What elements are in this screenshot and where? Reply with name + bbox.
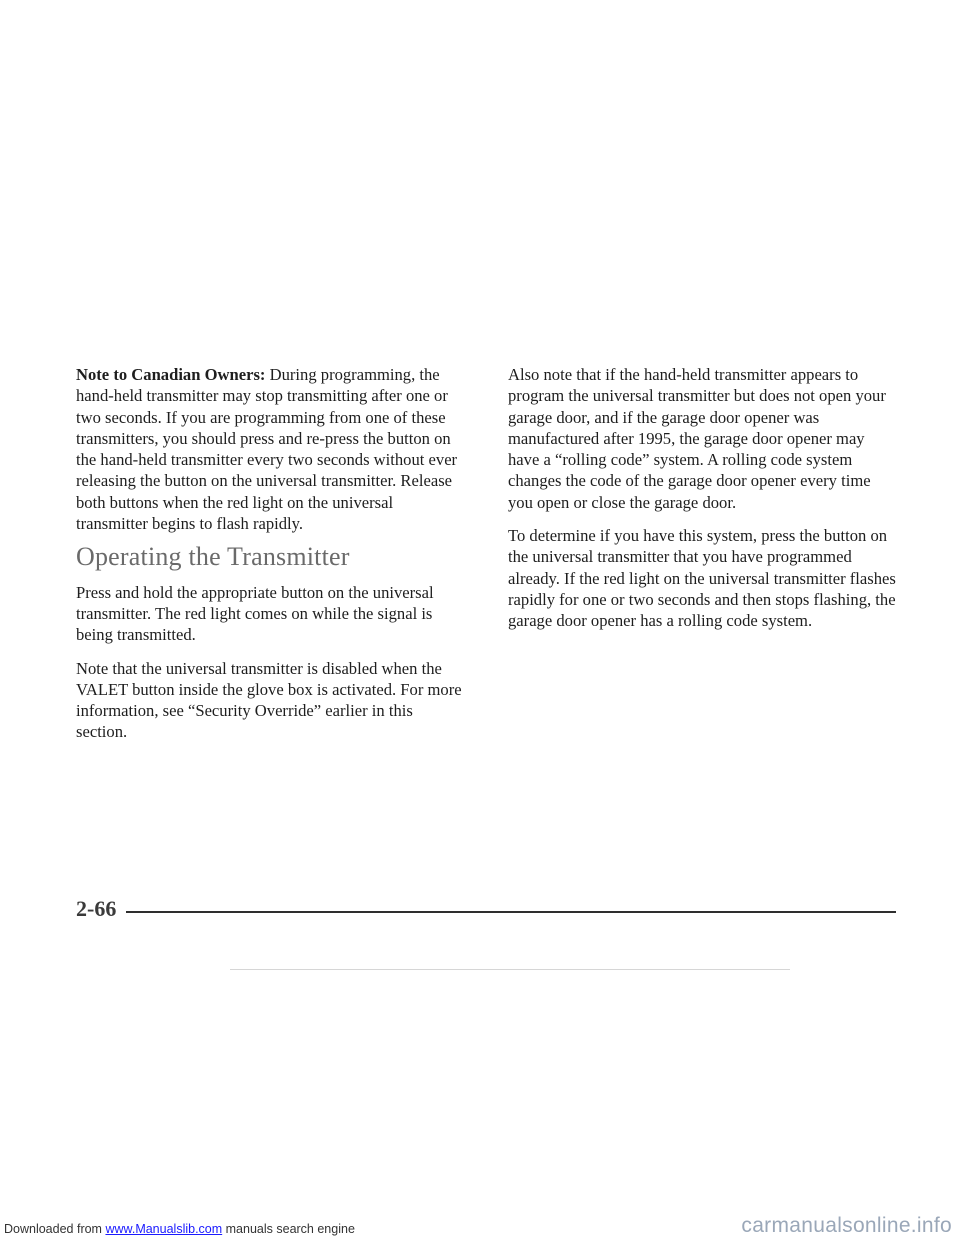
download-suffix: manuals search engine xyxy=(222,1222,355,1236)
left-column xyxy=(76,364,468,755)
operating-paragraph-2: Note that the universal transmitter is disabled when the VALET button inside the glove box is activated. For more information, see “Security Override” earlier in this section. xyxy=(76,658,462,742)
note-lead: Note to Canadian Owners: xyxy=(76,365,266,384)
rolling-code-paragraph-2: To determine if you have this system, press the button on the universal transmitter that you have programmed already. If the red light on the universal transmitter flashes rapidly for one or two seconds and then stops flashing, the garage door opener has a rolling code system. xyxy=(508,526,896,631)
download-attribution xyxy=(4,1222,355,1236)
rolling-code-paragraph-1: Also note that if the hand-held transmitter appears to program the universal transmitter but does not open your garage door, and if the garage door opener was manufactured after 1995, the garage door opener may have a “rolling code” system. A rolling code system changes the code of the garage door opener every time you open or close the garage door. xyxy=(508,365,886,512)
operating-paragraph-1: Press and hold the appropriate button on the universal transmitter. The red light comes on while the signal is being transmitted. xyxy=(76,582,434,645)
footer-rule xyxy=(126,911,896,913)
right-column xyxy=(508,364,896,644)
site-watermark: carmanualsonline.info xyxy=(741,1214,952,1237)
note-body: During programming, the hand-held transmitter may stop transmitting after one or two seconds. If you are programming from one of these transmitters, you should press and re-press the button on the hand-held transmitter every two seconds without ever releasing the button on the universal transmitter. Release both buttons when the red light on the universal transmitter begins to flash rapidly. xyxy=(76,365,458,534)
page-number: 2-66 xyxy=(76,896,117,921)
section-heading: Operating the Transmitter xyxy=(76,542,350,572)
download-prefix: Downloaded from xyxy=(4,1222,106,1236)
manualslib-link[interactable]: www.Manualslib.com xyxy=(105,1222,223,1236)
page-footer xyxy=(76,896,896,926)
scan-artifact-line xyxy=(230,969,790,970)
canadian-owners-note xyxy=(76,364,468,534)
